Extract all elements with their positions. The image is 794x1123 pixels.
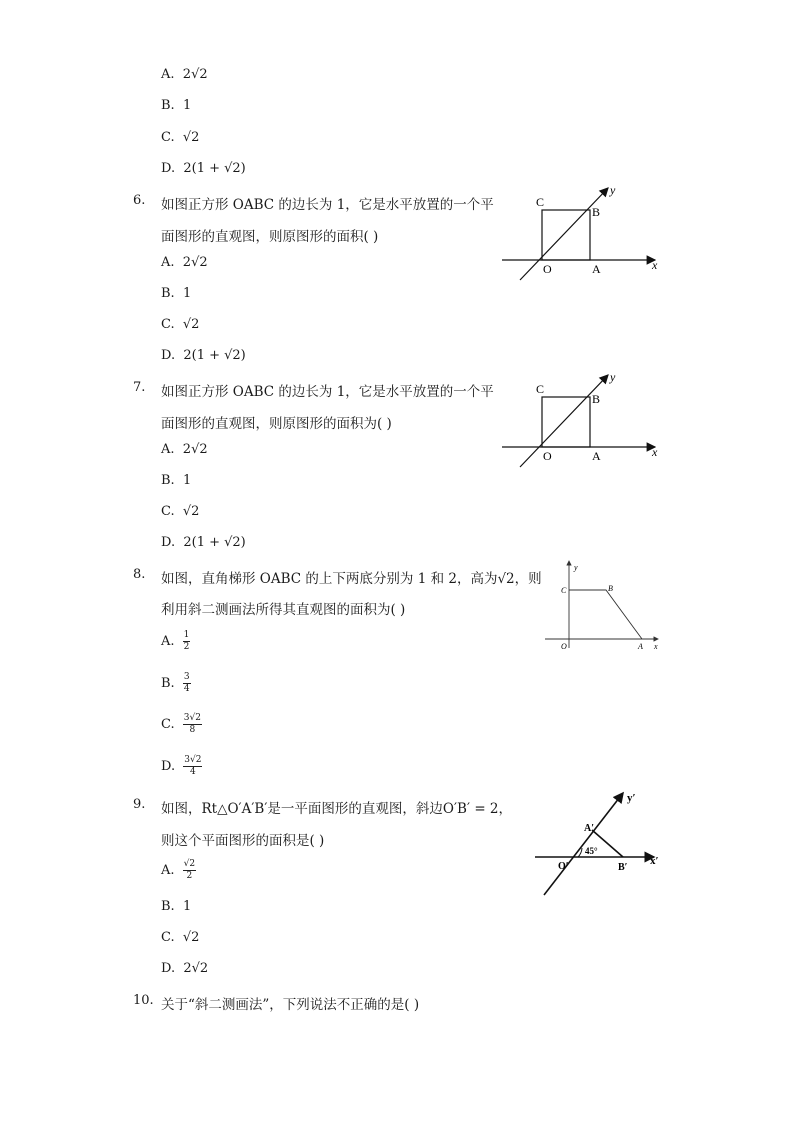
q9-figure bbox=[530, 785, 665, 900]
q8-trapezoid bbox=[569, 590, 642, 639]
q5-option-a[interactable]: A. 2√2 bbox=[161, 67, 208, 82]
q9-text-line2: 则这个平面图形的面积是( ) bbox=[161, 833, 325, 849]
q6-option-c[interactable]: C. √2 bbox=[161, 317, 200, 332]
q9-label-b: B′ bbox=[618, 862, 628, 873]
q9-option-c[interactable]: C. √2 bbox=[161, 930, 200, 945]
q9-text-line1: 如图，Rt△O′A′B′是一平面图形的直观图，斜边O′B′ = 2， bbox=[161, 801, 513, 817]
q8-option-d[interactable]: D. $\frac{3√2}{4}$ bbox=[161, 755, 202, 777]
q6-label-c: C bbox=[536, 195, 545, 209]
q8-label-x: x bbox=[654, 642, 658, 651]
q6-label-o: O bbox=[543, 262, 552, 276]
q9-number: 9. bbox=[133, 797, 146, 812]
q8-option-c-fraction: $\frac{3√2}{8}$ bbox=[183, 713, 201, 735]
q8-option-b[interactable]: B. $\frac{3}{4}$ bbox=[161, 672, 190, 694]
q10-text-line1: 关于“斜二测画法”，下列说法不正确的是( ) bbox=[161, 997, 420, 1013]
q5-option-b[interactable]: B. 1 bbox=[161, 98, 192, 113]
q8-option-a[interactable]: A. $\frac{1}{2}$ bbox=[161, 630, 190, 652]
q8-text-line1: 如图，直角梯形 OABC 的上下两底分别为 1 和 2，高为√2，则 bbox=[161, 571, 542, 587]
q7-option-b[interactable]: B. 1 bbox=[161, 473, 192, 488]
q8-label-o: O bbox=[561, 642, 567, 651]
q9-label-y: y′ bbox=[627, 792, 636, 804]
q9-label-a: A′ bbox=[584, 823, 595, 834]
q9-option-b[interactable]: B. 1 bbox=[161, 899, 192, 914]
q7-label-x: x bbox=[652, 445, 658, 459]
q8-figure bbox=[540, 558, 665, 658]
q8-label-y: y bbox=[574, 563, 578, 572]
q8-option-a-fraction: $\frac{1}{2}$ bbox=[183, 630, 190, 652]
q6-number: 6. bbox=[133, 193, 146, 208]
q6-square bbox=[542, 210, 590, 260]
q9-label-angle: 45° bbox=[585, 846, 598, 856]
q7-label-o: O bbox=[543, 449, 552, 463]
q6-label-y: y bbox=[610, 183, 616, 197]
q8-label-c: C bbox=[561, 586, 567, 595]
q7-text-line1: 如图正方形 OABC 的边长为 1，它是水平放置的一个平 bbox=[161, 384, 494, 400]
q7-label-a: A bbox=[592, 449, 601, 463]
q9-option-a-fraction: $\frac{√2}{2}$ bbox=[183, 859, 196, 881]
q6-label-x: x bbox=[652, 258, 658, 272]
q8-number: 8. bbox=[133, 567, 146, 582]
q6-label-a: A bbox=[592, 262, 601, 276]
q6-text-line2: 面图形的直观图，则原图形的面积( ) bbox=[161, 229, 379, 245]
q6-option-a[interactable]: A. 2√2 bbox=[161, 255, 208, 270]
q6-figure bbox=[500, 180, 670, 285]
q5-option-d[interactable]: D. 2(1 + √2) bbox=[161, 161, 246, 176]
q9-option-d[interactable]: D. 2√2 bbox=[161, 961, 209, 976]
q7-label-c: C bbox=[536, 382, 545, 396]
q8-option-b-fraction: $\frac{3}{4}$ bbox=[183, 672, 190, 694]
q9-label-o: O′ bbox=[558, 861, 569, 872]
q7-number: 7. bbox=[133, 380, 146, 395]
q7-square bbox=[542, 397, 590, 447]
q6-label-b: B bbox=[592, 205, 601, 219]
q8-option-d-fraction: $\frac{3√2}{4}$ bbox=[184, 755, 202, 777]
q7-figure bbox=[500, 367, 670, 472]
q9-label-x: x′ bbox=[650, 855, 659, 867]
q8-label-a: A bbox=[638, 642, 643, 651]
q7-option-d[interactable]: D. 2(1 + √2) bbox=[161, 535, 246, 550]
q8-text-line2: 利用斜二测画法所得其直观图的面积为( ) bbox=[161, 602, 406, 618]
q7-option-c[interactable]: C. √2 bbox=[161, 504, 200, 519]
q7-label-b: B bbox=[592, 392, 601, 406]
q10-number: 10. bbox=[133, 993, 154, 1008]
q6-text-line1: 如图正方形 OABC 的边长为 1，它是水平放置的一个平 bbox=[161, 197, 494, 213]
q8-label-b: B bbox=[608, 584, 613, 593]
q9-y-axis bbox=[544, 793, 623, 895]
q5-option-c[interactable]: C. √2 bbox=[161, 130, 200, 145]
q7-option-a[interactable]: A. 2√2 bbox=[161, 442, 208, 457]
q7-label-y: y bbox=[610, 370, 616, 384]
q9-option-a[interactable]: A. $\frac{√2}{2}$ bbox=[161, 859, 196, 881]
q6-option-b[interactable]: B. 1 bbox=[161, 286, 192, 301]
q6-option-d[interactable]: D. 2(1 + √2) bbox=[161, 348, 246, 363]
q7-text-line2: 面图形的直观图，则原图形的面积为( ) bbox=[161, 416, 392, 432]
q8-option-c[interactable]: C. $\frac{3√2}{8}$ bbox=[161, 713, 201, 735]
